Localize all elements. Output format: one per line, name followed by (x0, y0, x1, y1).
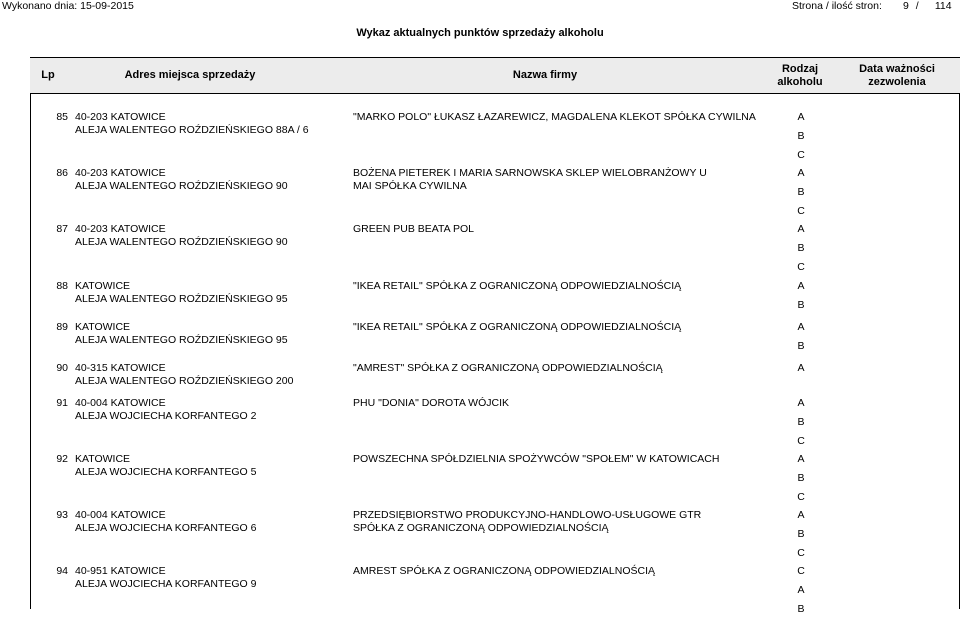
type-b: B (797, 603, 805, 615)
row-address (75, 397, 256, 422)
address-city: 40-315 KATOWICE (75, 362, 166, 374)
row-firm: BOŻENA PIETEREK I MARIA SARNOWSKA SKLEP WIELOBRANŻOWY U MAI SPÓŁKA CYWILNA (353, 167, 707, 192)
type-a: A (797, 584, 805, 596)
address-city: 40-004 KATOWICE (75, 509, 166, 521)
address-street: ALEJA WALENTEGO ROŹDZIEŃSKIEGO 90 (75, 179, 288, 192)
type-a: A (797, 321, 805, 333)
type-c: C (797, 205, 805, 217)
row-number: 91 (56, 397, 68, 409)
column-header-firm: Nazwa firmy (512, 69, 578, 81)
row-types (796, 108, 806, 165)
address-street: ALEJA WALENTEGO ROŹDZIEŃSKIEGO 88A / 6 (75, 123, 309, 136)
row-firm: POWSZECHNA SPÓŁDZIELNIA SPOŻYWCÓW "SPOŁEM" W KATOWICACH (353, 453, 720, 465)
row-types (796, 394, 806, 451)
row-address (75, 509, 256, 534)
type-b: B (797, 416, 805, 428)
printed-label: Wykonano dnia: (2, 0, 78, 12)
row-address (75, 280, 288, 305)
type-c: C (797, 565, 805, 577)
address-city: 40-203 KATOWICE (75, 167, 166, 179)
row-firm: "MARKO POLO" ŁUKASZ ŁAZAREWICZ, MAGDALENA KLEKOT SPÓŁKA CYWILNA (353, 111, 756, 123)
address-city: 40-004 KATOWICE (75, 397, 166, 409)
type-b: B (797, 472, 805, 484)
type-c: C (797, 435, 805, 447)
row-address (75, 362, 293, 387)
type-a: A (797, 280, 805, 292)
type-a: A (797, 509, 805, 521)
type-a: A (797, 397, 805, 409)
row-number: 94 (56, 565, 68, 577)
type-c: C (797, 547, 805, 559)
row-number: 88 (56, 280, 68, 292)
row-types (796, 359, 806, 378)
type-a: A (797, 362, 805, 374)
address-street: ALEJA WOJCIECHA KORFANTEGO 6 (75, 521, 257, 534)
row-firm: "IKEA RETAIL" SPÓŁKA Z OGRANICZONĄ ODPOWIEDZIALNOŚCIĄ (353, 280, 682, 292)
row-firm: GREEN PUB BEATA POL (353, 223, 474, 235)
row-number: 87 (56, 223, 68, 235)
column-header-validity-line1: Data ważności (859, 63, 935, 75)
row-types (796, 450, 806, 507)
row-number: 90 (56, 362, 68, 374)
page-separator: / (915, 0, 919, 12)
row-firm: "AMREST" SPÓŁKA Z OGRANICZONĄ ODPOWIEDZIALNOŚCIĄ (353, 362, 663, 374)
printed-date-line (2, 0, 134, 12)
row-address (75, 167, 288, 192)
row-firm: PRZEDSIĘBIORSTWO PRODUKCYJNO-HANDLOWO-USŁUGOWE GTR SPÓŁKA Z OGRANICZONĄ ODPOWIEDZIALNOŚCIĄ (353, 509, 702, 534)
row-number: 92 (56, 453, 68, 465)
row-firm: "IKEA RETAIL" SPÓŁKA Z OGRANICZONĄ ODPOWIEDZIALNOŚCIĄ (353, 321, 682, 333)
row-number: 86 (56, 167, 68, 179)
column-header-address: Adres miejsca sprzedaży (124, 69, 256, 81)
type-b: B (797, 299, 805, 311)
column-header-type (768, 63, 832, 89)
column-header-type-line1: Rodzaj (781, 63, 819, 75)
row-types (796, 506, 806, 563)
row-address (75, 321, 288, 346)
row-types (796, 562, 806, 619)
column-header-validity-line2: zezwolenia (868, 76, 926, 88)
row-types (796, 220, 806, 277)
type-a: A (797, 453, 805, 465)
type-c: C (797, 261, 805, 273)
page-current: 9 (902, 0, 909, 12)
row-types (796, 318, 806, 356)
row-types (796, 277, 806, 315)
address-street: ALEJA WOJCIECHA KORFANTEGO 2 (75, 409, 257, 422)
type-b: B (797, 186, 805, 198)
address-city: 40-203 KATOWICE (75, 223, 166, 235)
address-street: ALEJA WALENTEGO ROŹDZIEŃSKIEGO 200 (75, 374, 294, 387)
row-number: 85 (56, 111, 68, 123)
printed-date: 15-09-2015 (80, 0, 134, 12)
type-a: A (797, 223, 805, 235)
page-total: 114 (934, 0, 952, 12)
address-street: ALEJA WOJCIECHA KORFANTEGO 9 (75, 577, 257, 590)
type-b: B (797, 130, 805, 142)
address-city: 40-203 KATOWICE (75, 111, 166, 123)
address-city: KATOWICE (75, 453, 131, 465)
row-address (75, 453, 256, 478)
row-address (75, 111, 309, 136)
table-top-border (30, 57, 960, 58)
address-city: KATOWICE (75, 280, 131, 292)
table-left-border (30, 93, 31, 609)
type-c: C (797, 149, 805, 161)
row-number: 89 (56, 321, 68, 333)
address-city: 40-951 KATOWICE (75, 565, 166, 577)
column-header-validity (842, 63, 952, 89)
address-city: KATOWICE (75, 321, 131, 333)
row-firm: AMREST SPÓŁKA Z OGRANICZONĄ ODPOWIEDZIALNOŚCIĄ (353, 565, 656, 577)
type-c: C (797, 491, 805, 503)
page-counter (792, 0, 952, 12)
row-types (796, 164, 806, 221)
address-street: ALEJA WALENTEGO ROŹDZIEŃSKIEGO 95 (75, 292, 288, 305)
type-b: B (797, 340, 805, 352)
type-b: B (797, 242, 805, 254)
row-address (75, 223, 288, 248)
column-header-lp: Lp (41, 69, 55, 81)
row-address (75, 565, 256, 590)
table-header-border (30, 93, 960, 94)
type-a: A (797, 167, 805, 179)
address-street: ALEJA WALENTEGO ROŹDZIEŃSKIEGO 90 (75, 235, 288, 248)
column-header-type-line2: alkoholu (777, 76, 823, 88)
type-a: A (797, 111, 805, 123)
page-label: Strona / ilość stron: (792, 0, 882, 12)
row-number: 93 (56, 509, 68, 521)
address-street: ALEJA WOJCIECHA KORFANTEGO 5 (75, 465, 257, 478)
row-firm: PHU "DONIA" DOROTA WÓJCIK (353, 397, 510, 409)
address-street: ALEJA WALENTEGO ROŹDZIEŃSKIEGO 95 (75, 333, 288, 346)
type-b: B (797, 528, 805, 540)
page-title: Wykaz aktualnych punktów sprzedaży alkoholu (356, 27, 604, 39)
